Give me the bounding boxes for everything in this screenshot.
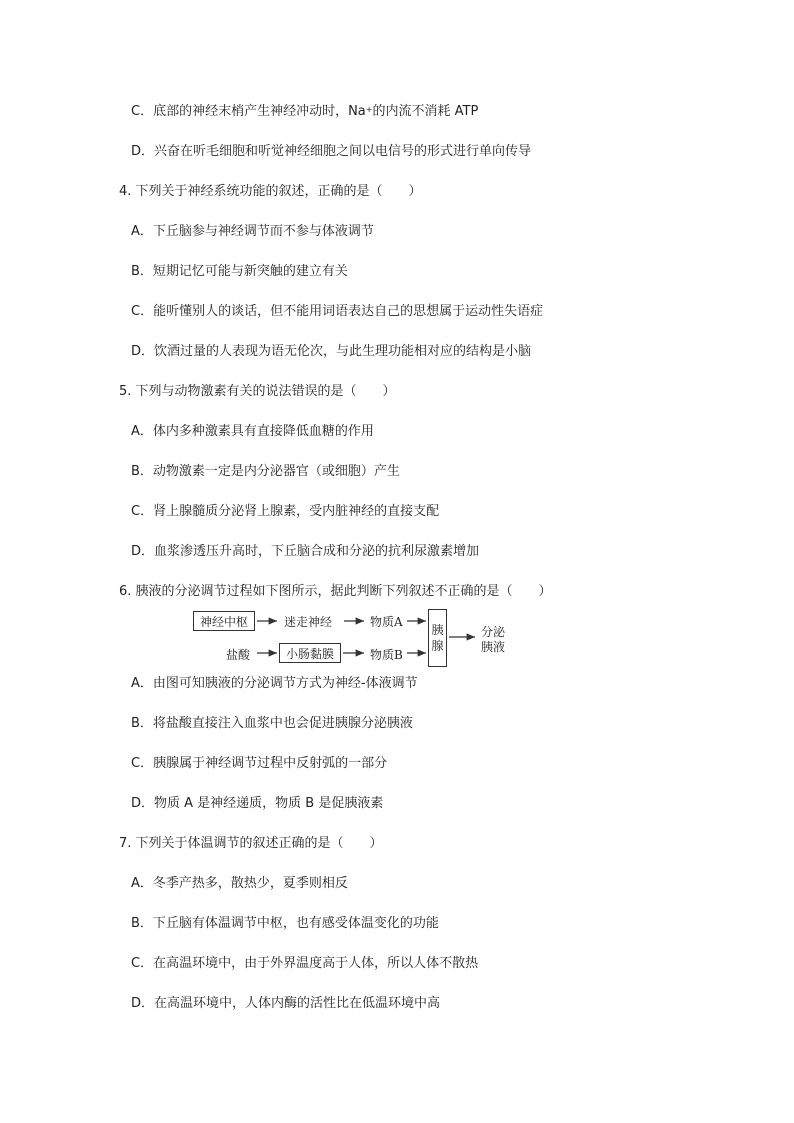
q6-option-c: C．胰腺属于神经调节过程中反射弧的一部分 (131, 756, 388, 771)
q5-option-c: C．肾上腺髓质分泌肾上腺素，受内脏神经的直接支配 (131, 504, 440, 519)
q7-option-c: C．在高温环境中，由于外界温度高于人体，所以人体不散热 (131, 956, 479, 971)
q6-stem: 6. 胰液的分泌调节过程如下图所示，据此判断下列叙述不正确的是（ ） (119, 584, 552, 599)
q6-option-d: D．物质 A 是神经递质，物质 B 是促胰液素 (131, 796, 384, 811)
q3-option-d: D．兴奋在听毛细胞和听觉神经细胞之间以电信号的形式进行单向传导 (131, 144, 532, 159)
q5-option-d: D．血浆渗透压升高时，下丘脑合成和分泌的抗利尿激素增加 (131, 544, 480, 559)
q6-option-b: B．将盐酸直接注入血浆中也会促进胰腺分泌胰液 (131, 716, 413, 731)
q4-option-b: B．短期记忆可能与新突触的建立有关 (131, 264, 348, 279)
q7-option-a: A．冬季产热多，散热少，夏季则相反 (131, 876, 348, 891)
diagram-box-pancreas: 胰 腺 (428, 609, 447, 667)
q5-option-a: A．体内多种激素具有直接降低血糖的作用 (131, 424, 374, 439)
q4-option-c: C．能听懂别人的谈话，但不能用词语表达自己的思想属于运动性失语症 (131, 304, 544, 319)
q6-option-a: A．由图可知胰液的分泌调节方式为神经-体液调节 (131, 676, 418, 691)
q7-stem: 7. 下列关于体温调节的叙述正确的是（ ） (119, 836, 383, 851)
q4-option-d: D．饮酒过量的人表现为语无伦次，与此生理功能相对应的结构是小脑 (131, 344, 532, 359)
q5-option-b: B．动物激素一定是内分泌器官（或细胞）产生 (131, 464, 400, 479)
diagram-label-pancreatic-juice: 胰液 (481, 640, 506, 654)
q3-option-c: C．底部的神经末梢产生神经冲动时，Na+的内流不消耗 ATP (131, 104, 479, 119)
diagram-label-substance-b: 物质B (370, 648, 403, 662)
diagram-box-nerve-center: 神经中枢 (193, 611, 255, 631)
q5-stem: 5. 下列与动物激素有关的说法错误的是（ ） (119, 384, 396, 399)
diagram-label-substance-a: 物质A (370, 615, 403, 629)
q4-option-a: A．下丘脑参与神经调节而不参与体液调节 (131, 224, 374, 239)
diagram-box-intestinal-mucosa: 小肠黏膜 (279, 643, 341, 663)
diagram-label-vagus: 迷走神经 (284, 615, 333, 629)
diagram-label-secrete: 分泌 (481, 625, 506, 639)
q7-option-d: D．在高温环境中，人体内酶的活性比在低温环境中高 (131, 996, 441, 1011)
diagram-label-acid: 盐酸 (226, 648, 251, 662)
q4-stem: 4. 下列关于神经系统功能的叙述，正确的是（ ） (119, 184, 422, 199)
q7-option-b: B．下丘脑有体温调节中枢，也有感受体温变化的功能 (131, 916, 439, 931)
